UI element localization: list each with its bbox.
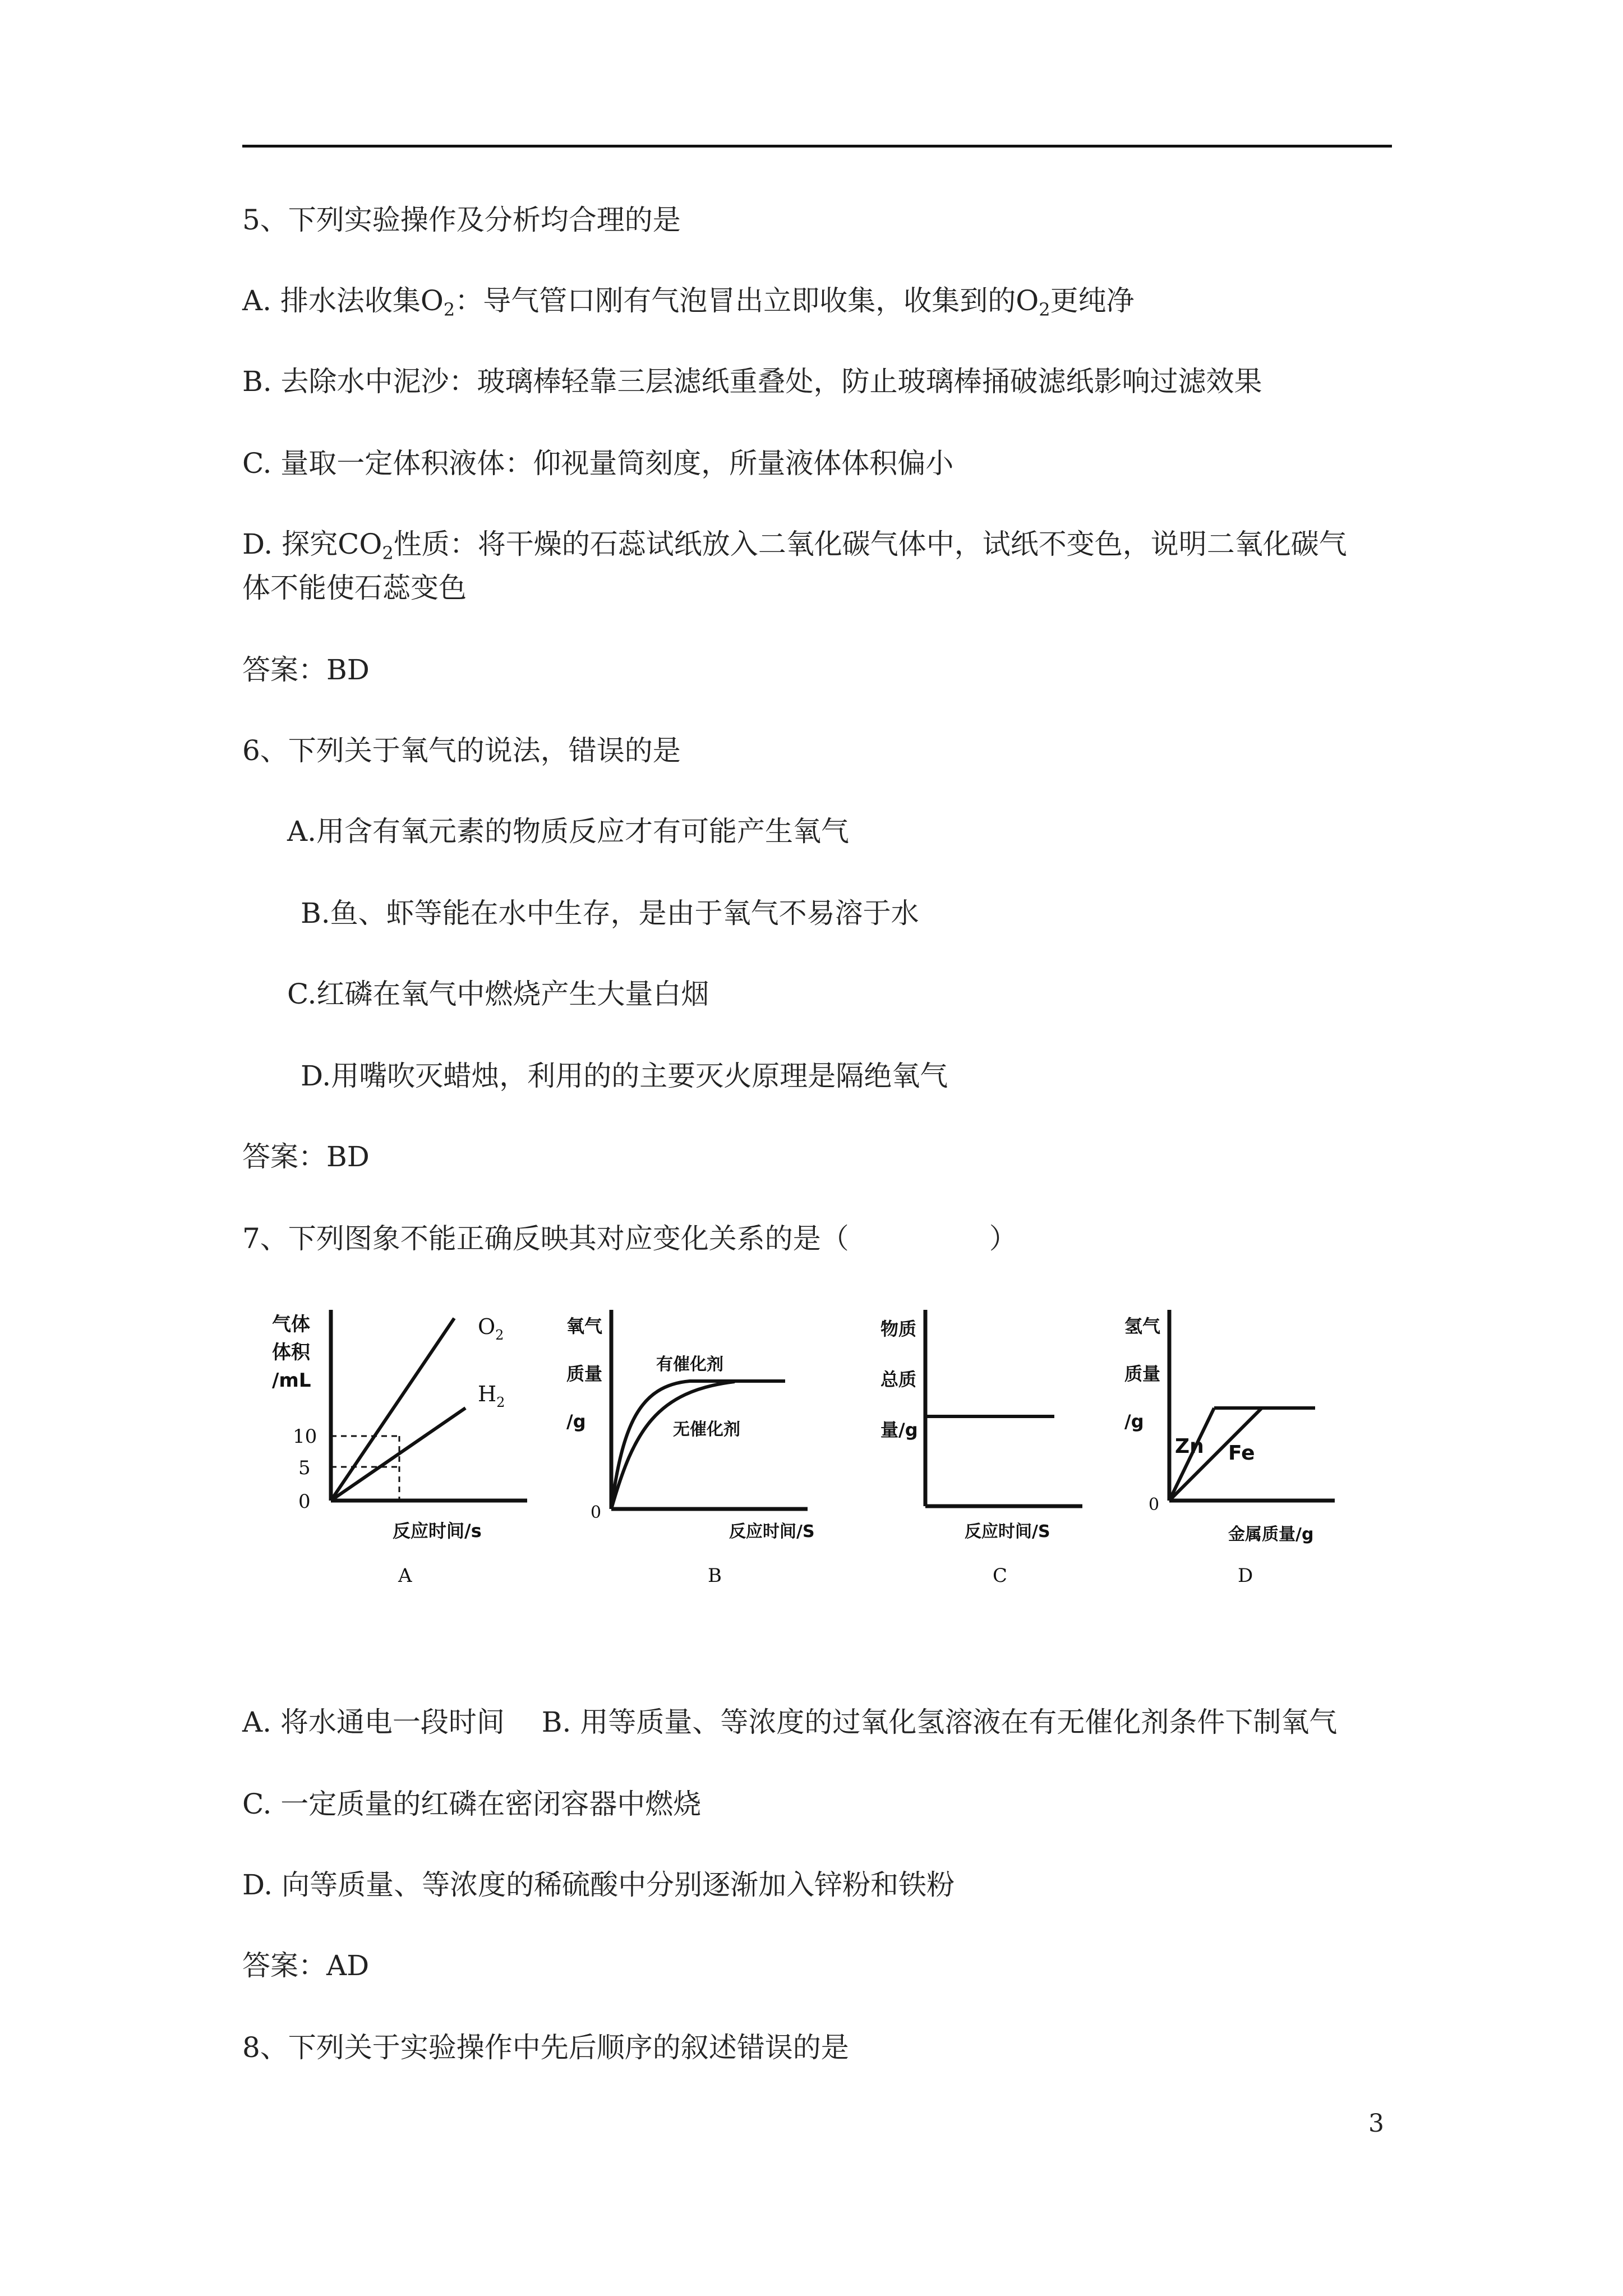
graph-b-label-no-catalyst: 无催化剂 <box>673 1420 740 1439</box>
q7-answer: 答案：AD <box>242 1949 370 1982</box>
graph-b-ylabel-1: 氧气 <box>566 1315 603 1337</box>
graph-a-label-h2: $H_2$ <box>478 1382 505 1410</box>
q8-stem: 8、下列关于实验操作中先后顺序的叙述错误的是 <box>242 2031 849 2064</box>
q7-graphs <box>252 1301 1374 1604</box>
graph-a <box>272 1310 527 1587</box>
graph-c-caption: C <box>993 1565 1008 1587</box>
page-number: 3 <box>1368 2109 1384 2138</box>
graph-b-curve-catalyst <box>611 1381 785 1509</box>
graph-a-tick-0: 0 <box>298 1490 311 1513</box>
graph-d-caption: D <box>1238 1565 1253 1587</box>
q5-option-b: B. 去除水中泥沙：玻璃棒轻靠三层滤纸重叠处，防止玻璃棒捅破滤纸影响过滤效果 <box>242 365 1262 398</box>
graph-b-ylabel-3: /g <box>566 1411 586 1432</box>
graph-c-ylabel-2: 总质 <box>880 1369 917 1390</box>
graph-c-ylabel-3: 量/g <box>880 1419 918 1441</box>
q6-option-d: D.用嘴吹灭蜡烛，利用的的主要灭火原理是隔绝氧气 <box>301 1060 948 1092</box>
graph-b-xlabel: 反应时间/S <box>729 1522 815 1542</box>
graph-a-ylabel-2: 体积 <box>272 1341 310 1364</box>
graph-d-label-zn: Zn <box>1175 1435 1204 1458</box>
q6-option-c: C.红磷在氧气中燃烧产生大量白烟 <box>287 978 709 1010</box>
q5-answer: 答案：BD <box>242 654 370 686</box>
graph-b-ylabel-2: 质量 <box>566 1363 603 1384</box>
q7-option-d: D. 向等质量、等浓度的稀硫酸中分别逐渐加入锌粉和铁粉 <box>242 1869 955 1901</box>
graph-a-line-o2 <box>331 1318 454 1501</box>
graph-d-ylabel-3: /g <box>1124 1411 1144 1432</box>
q5-option-c: C. 量取一定体积液体：仰视量筒刻度，所量液体体积偏小 <box>242 447 954 480</box>
q6-option-a: A.用含有氧元素的物质反应才有可能产生氧气 <box>287 815 850 848</box>
graph-d-ylabel-1: 氢气 <box>1124 1315 1161 1337</box>
q7-option-a-b: A. 将水通电一段时间 B. 用等质量、等浓度的过氧化氢溶液在有无催化剂条件下制氧气 <box>242 1706 1338 1738</box>
q5-option-a: A. 排水法收集$O_2$：导气管口刚有气泡冒出立即收集，收集到的$O_2$更纯净 <box>242 284 1135 320</box>
graph-d-label-fe: Fe <box>1228 1442 1255 1465</box>
graph-b-label-catalyst: 有催化剂 <box>656 1355 723 1374</box>
graph-a-xlabel: 反应时间/s <box>393 1520 482 1542</box>
graph-c-ylabel-1: 物质 <box>880 1318 917 1340</box>
graph-c-xlabel: 反应时间/S <box>965 1522 1050 1542</box>
q5-option-d: D. 探究$CO_2$性质：将干燥的石蕊试纸放入二氧化碳气体中，试纸不变色，说明二氧化碳气 <box>242 528 1347 564</box>
graph-d-ylabel-2: 质量 <box>1124 1363 1161 1384</box>
graph-c <box>880 1310 1082 1587</box>
graph-a-tick-5: 5 <box>298 1457 311 1479</box>
graph-d <box>1124 1310 1335 1587</box>
graph-a-label-o2: $O_2$ <box>478 1314 504 1343</box>
q7-graphs-svg <box>252 1301 1374 1604</box>
q7-stem: 7、下列图象不能正确反映其对应变化关系的是（ ） <box>242 1222 1017 1255</box>
graph-d-tick-0: 0 <box>1149 1495 1160 1515</box>
graph-a-ylabel-1: 气体 <box>272 1313 310 1336</box>
header-rule <box>242 145 1392 148</box>
graph-a-tick-10: 10 <box>293 1425 317 1448</box>
q6-answer: 答案：BD <box>242 1140 370 1173</box>
graph-b-tick-0: 0 <box>591 1503 602 1522</box>
q6-stem: 6、下列关于氧气的说法，错误的是 <box>242 734 681 767</box>
graph-b-caption: B <box>708 1565 722 1587</box>
graph-b-curve-no-catalyst <box>611 1382 735 1509</box>
graph-d-xlabel: 金属质量/g <box>1228 1525 1314 1544</box>
graph-a-line-h2 <box>331 1408 465 1501</box>
q6-option-b: B.鱼、虾等能在水中生存，是由于氧气不易溶于水 <box>301 897 919 930</box>
q7-option-c: C. 一定质量的红磷在密闭容器中燃烧 <box>242 1788 702 1820</box>
graph-a-ylabel-3: /mL <box>272 1369 311 1392</box>
graph-a-caption: A <box>398 1565 412 1587</box>
q5-stem: 5、下列实验操作及分析均合理的是 <box>242 204 681 236</box>
graph-b <box>566 1310 815 1587</box>
q5-option-d-cont: 体不能使石蕊变色 <box>242 572 467 604</box>
